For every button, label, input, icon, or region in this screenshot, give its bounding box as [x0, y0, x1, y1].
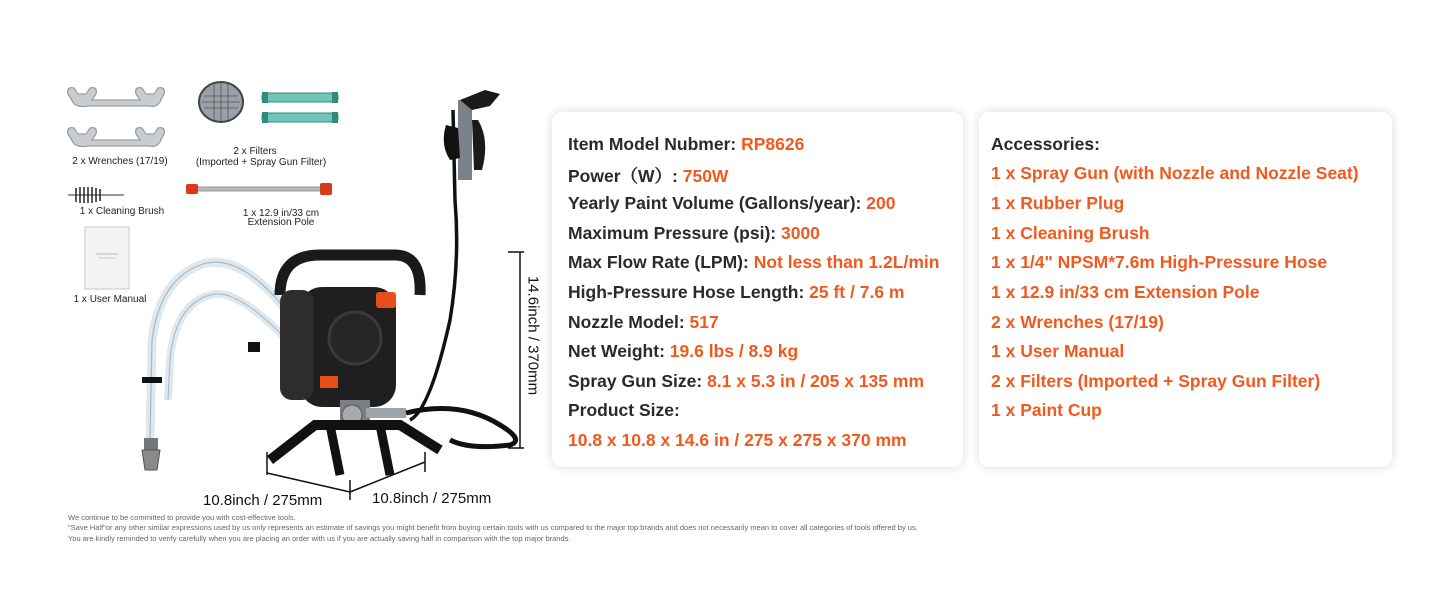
- spec-label: Maximum Pressure (psi):: [568, 223, 781, 243]
- spec-row: [568, 312, 719, 333]
- pole-caption-line1: 1 x 12.9 in/33 cm: [242, 208, 320, 219]
- disclaimer-line: We continue to be committed to provide you with cost-effective tools.: [68, 513, 296, 522]
- spec-row: [568, 252, 939, 273]
- spec-row: [568, 430, 907, 451]
- spec-label: Net Weight:: [568, 341, 670, 361]
- spec-value: 19.6 lbs / 8.9 kg: [669, 341, 799, 361]
- accessory-item: 1 x Cleaning Brush: [991, 223, 1150, 243]
- spec-label: Product Size:: [568, 400, 680, 420]
- accessory-item: 1 x 12.9 in/33 cm Extension Pole: [991, 282, 1260, 302]
- spec-row: [568, 341, 798, 362]
- spec-value: 25 ft / 7.6 m: [809, 282, 905, 302]
- spec-value: 750W: [682, 166, 729, 186]
- user-manual-image: [84, 226, 130, 290]
- spec-label: Max Flow Rate (LPM):: [568, 252, 754, 272]
- accessory-item: 1 x User Manual: [991, 341, 1125, 361]
- spec-value: RP8626: [741, 134, 805, 154]
- accessory-item: 1 x Spray Gun (with Nozzle and Nozzle Seat): [991, 163, 1359, 183]
- spec-label: Nozzle Model:: [568, 312, 690, 332]
- accessory-item: 2 x Filters (Imported + Spray Gun Filter): [991, 371, 1321, 391]
- spec-row: [568, 163, 728, 188]
- wrenches-caption: 2 x Wrenches (17/19): [72, 156, 168, 167]
- spec-row: [568, 400, 680, 421]
- manual-caption: 1 x User Manual: [73, 294, 147, 305]
- spec-label: Spray Gun Size:: [568, 371, 708, 391]
- spec-value: Not less than 1.2L/min: [753, 252, 940, 272]
- cleaning-brush-image: [66, 186, 126, 204]
- accessory-item: 1 x Rubber Plug: [991, 193, 1125, 213]
- accessories-title: Accessories:: [991, 134, 1100, 154]
- depth-dimension-label: 10.8inch / 275mm: [372, 490, 492, 507]
- spec-row: [568, 223, 820, 244]
- spec-value: 8.1 x 5.3 in / 205 x 135 mm: [707, 371, 925, 391]
- width-dimension-label: 10.8inch / 275mm: [203, 492, 323, 509]
- spec-value: 3000: [780, 223, 820, 243]
- spec-label: Item Model Nubmer:: [568, 134, 742, 154]
- pole-caption-line2: Extension Pole: [247, 217, 315, 228]
- brush-caption: 1 x Cleaning Brush: [79, 206, 165, 217]
- accessory-item: 1 x Paint Cup: [991, 400, 1102, 420]
- filters-caption-line2: (Imported + Spray Gun Filter): [195, 157, 327, 168]
- disclaimer-line: "Save Half"or any other similar expressions used by us only represents an estimate of savings you might benefit from buying certain tools with us compared to the major top brands and does not necessarily mean to cover all categories of tools offered by us.: [68, 523, 918, 532]
- filters-caption-line1: 2 x Filters: [233, 146, 277, 157]
- disclaimer-line: You are kindly reminded to verify carefully when you are placing an order with us if you are actually saving half in comparison with the top major brands.: [68, 534, 571, 543]
- accessory-item: 1 x 1/4" NPSM*7.6m High-Pressure Hose: [991, 252, 1328, 272]
- spec-label: Power（W）:: [568, 166, 683, 186]
- spec-row: [568, 134, 804, 155]
- spec-row: [568, 193, 895, 214]
- spec-label: Yearly Paint Volume (Gallons/year):: [568, 193, 867, 213]
- spec-value: 200: [866, 193, 896, 213]
- spec-value: 10.8 x 10.8 x 14.6 in / 275 x 275 x 370 mm: [568, 430, 907, 450]
- spec-value: 517: [689, 312, 719, 332]
- accessories-card: [979, 112, 1392, 467]
- spec-row: [568, 371, 924, 392]
- accessory-item: 2 x Wrenches (17/19): [991, 312, 1164, 332]
- paint-sprayer-image: [130, 80, 550, 510]
- spec-row: [568, 282, 904, 303]
- height-dimension-label: 14.6inch / 370mm: [524, 275, 542, 396]
- spec-label: High-Pressure Hose Length:: [568, 282, 810, 302]
- specs-card: [552, 112, 963, 467]
